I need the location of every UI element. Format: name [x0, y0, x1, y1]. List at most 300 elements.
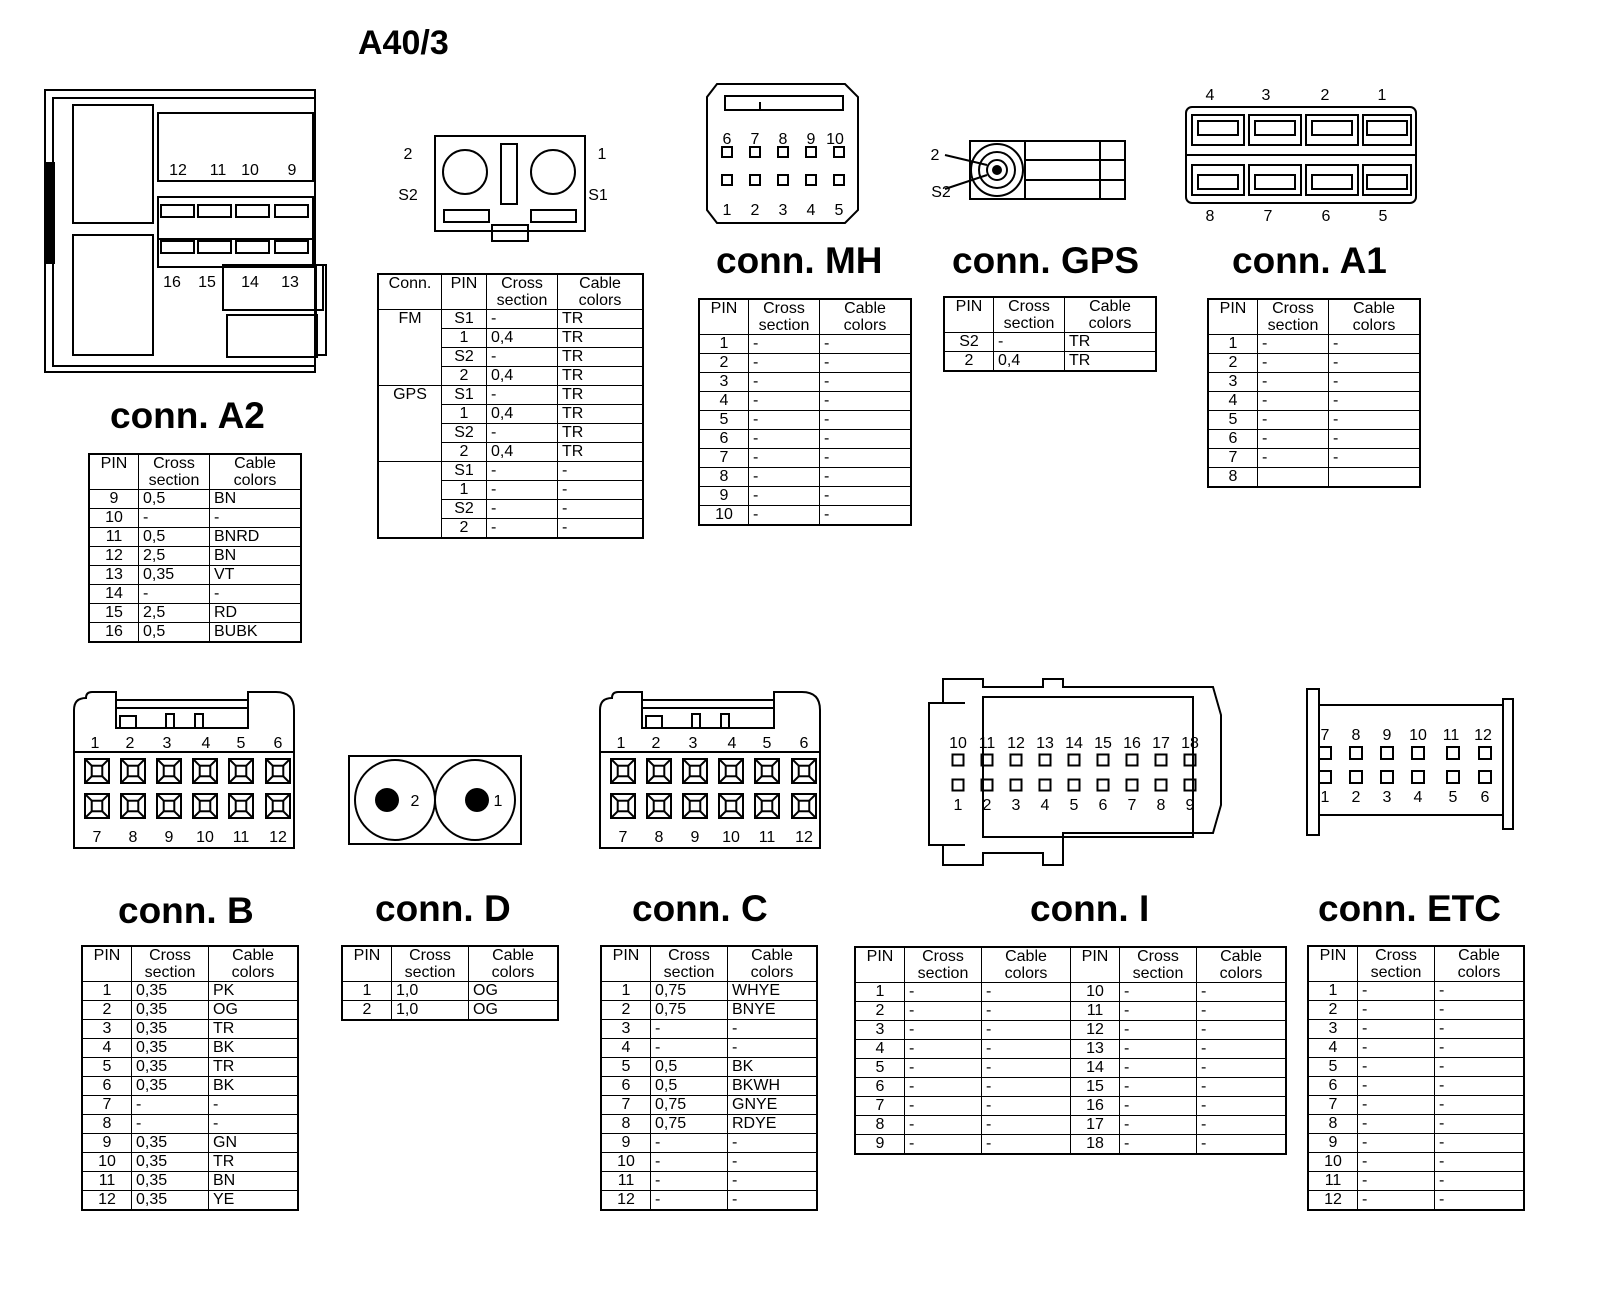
cross-section-cell: 2,5: [139, 604, 210, 623]
pin-socket: [778, 147, 788, 157]
cross-section-cell: 0,4: [487, 367, 558, 386]
connector-a2-diagram: [40, 85, 340, 385]
pin-socket: [1350, 747, 1362, 759]
cross-section-cell: -: [651, 1134, 728, 1153]
col-header-cross-section: Cross section: [1358, 946, 1435, 982]
cable-color-cell: -: [1329, 354, 1421, 373]
pin-cell: 11: [1308, 1172, 1358, 1191]
cross-section-cell: -: [651, 1191, 728, 1211]
col-header-pin: PIN: [699, 299, 749, 335]
pin-socket: [722, 175, 732, 185]
cable-color-cell: -: [1197, 1135, 1287, 1155]
table-row: [1208, 411, 1420, 430]
pin-number-label: 7: [1263, 208, 1273, 225]
cross-section-cell: -: [487, 481, 558, 500]
pin-cell: 6: [855, 1078, 905, 1097]
cable-color-cell: WHYE: [728, 982, 818, 1001]
pin-cell: 12: [1071, 1021, 1120, 1040]
cable-color-cell: YE: [209, 1191, 299, 1211]
cross-section-cell: -: [905, 1078, 982, 1097]
pin-cell: 6: [699, 430, 749, 449]
pin-number-label: 12: [269, 829, 287, 846]
pin-cell: 8: [82, 1115, 132, 1134]
table-row: [855, 1097, 1286, 1116]
pin-cell: 9: [82, 1134, 132, 1153]
table-row: [342, 982, 558, 1001]
cross-section-cell: -: [487, 310, 558, 329]
table-row: [944, 352, 1156, 372]
cable-color-cell: TR: [1065, 333, 1157, 352]
cable-color-cell: -: [1435, 1115, 1525, 1134]
pin-cell: 4: [82, 1039, 132, 1058]
cable-color-cell: -: [1197, 1078, 1287, 1097]
pin-number-label: 7: [1127, 797, 1137, 814]
cable-color-cell: OG: [469, 1001, 559, 1021]
pin-number-label: 1: [722, 202, 732, 219]
cable-color-cell: BN: [210, 547, 302, 566]
cross-section-cell: -: [651, 1039, 728, 1058]
pin-cell: 3: [699, 373, 749, 392]
conn-a1-title: conn. A1: [1232, 240, 1387, 281]
cross-section-cell: -: [487, 386, 558, 405]
table-row: [699, 392, 911, 411]
cross-section-cell: -: [651, 1153, 728, 1172]
cable-color-cell: -: [1435, 1039, 1525, 1058]
pin-number-label: 9: [806, 131, 816, 148]
pin-cell: 12: [82, 1191, 132, 1211]
cross-section-cell: -: [132, 1096, 209, 1115]
cross-section-cell: -: [1120, 1097, 1197, 1116]
pin-cell: 5: [1208, 411, 1258, 430]
cable-color-cell: -: [728, 1020, 818, 1039]
cable-color-cell: -: [1329, 373, 1421, 392]
cross-section-cell: -: [749, 430, 820, 449]
cable-color-cell: -: [728, 1153, 818, 1172]
cable-color-cell: RD: [210, 604, 302, 623]
table-row: [1308, 1096, 1524, 1115]
pin-cell: 3: [1308, 1020, 1358, 1039]
conn-i-title: conn. I: [1030, 888, 1150, 929]
table-row: [82, 1001, 298, 1020]
cable-color-cell: -: [1329, 449, 1421, 468]
conn-mh-table: [698, 298, 912, 526]
table-row: [1308, 1134, 1524, 1153]
pin-number-label: 10: [196, 829, 214, 846]
col-header-cable-colors: Cable colors: [1065, 297, 1157, 333]
cable-color-cell: -: [1435, 1172, 1525, 1191]
pin-socket: [778, 175, 788, 185]
table-row: [601, 1115, 817, 1134]
connector-b-diagram: [70, 688, 300, 853]
cable-color-cell: PK: [209, 982, 299, 1001]
cross-section-cell: -: [1258, 335, 1329, 354]
pin-number-label: 18: [1181, 735, 1199, 752]
cross-section-cell: -: [749, 392, 820, 411]
pin-socket: [1127, 780, 1138, 791]
table-row: [82, 1077, 298, 1096]
table-row: [1308, 1153, 1524, 1172]
col-header-pin: PIN: [82, 946, 132, 982]
pin-number-label: 1: [597, 146, 607, 163]
cable-color-cell: TR: [209, 1058, 299, 1077]
cross-section-cell: 0,4: [487, 405, 558, 424]
pin-number-label: 2: [651, 735, 661, 752]
cross-section-cell: -: [487, 519, 558, 539]
conn-c-table: [600, 945, 818, 1211]
cross-section-cell: -: [1358, 1039, 1435, 1058]
cable-color-cell: OG: [209, 1001, 299, 1020]
pin-number-label: 6: [273, 735, 283, 752]
connector-d-diagram: [345, 752, 525, 848]
col-header-cable-colors: Cable colors: [728, 946, 818, 982]
cross-section-cell: 0,35: [139, 566, 210, 585]
pin-socket: [1412, 771, 1424, 783]
pin-number-label: 8: [1205, 208, 1215, 225]
pin-cell: 7: [82, 1096, 132, 1115]
pin-socket: [1011, 780, 1022, 791]
col-header-pin: PIN: [1208, 299, 1258, 335]
pin-number-label: 4: [1413, 789, 1423, 806]
table-row: [82, 1191, 298, 1211]
table-row: [89, 585, 301, 604]
table-row: [1308, 1020, 1524, 1039]
table-row: [699, 373, 911, 392]
cross-section-cell: 0,4: [487, 443, 558, 462]
cross-section-cell: 0,75: [651, 1001, 728, 1020]
cable-color-cell: -: [1435, 1153, 1525, 1172]
pin-cell: 10: [82, 1153, 132, 1172]
cable-color-cell: BK: [728, 1058, 818, 1077]
conn-a2-table: [88, 453, 302, 643]
col-header-cable-colors: Cable colors: [558, 274, 644, 310]
table-row: [699, 430, 911, 449]
pin-cell: 1: [342, 982, 392, 1001]
pin-socket: [1447, 747, 1459, 759]
pin-socket: [953, 755, 964, 766]
cross-section-cell: 0,35: [132, 1001, 209, 1020]
table-row: [855, 1059, 1286, 1078]
cable-color-cell: TR: [558, 386, 644, 405]
table-row: [1208, 335, 1420, 354]
pin-socket: [834, 147, 844, 157]
pin-cell: 3: [601, 1020, 651, 1039]
table-row: [1308, 1172, 1524, 1191]
cable-color-cell: -: [982, 1135, 1071, 1155]
cross-section-cell: -: [1358, 1020, 1435, 1039]
table-row: [89, 528, 301, 547]
pin-number-label: 2: [403, 146, 413, 163]
pin-cell: 17: [1071, 1116, 1120, 1135]
pin-number-label: 10: [722, 829, 740, 846]
page-title: A40/3: [358, 24, 449, 62]
pin-cell: 12: [1308, 1191, 1358, 1211]
pin-number-label: 4: [201, 735, 211, 752]
col-header-cross-section: Cross section: [994, 297, 1065, 333]
cross-section-cell: -: [905, 1135, 982, 1155]
cable-color-cell: [1329, 468, 1421, 488]
pin-cell: 7: [699, 449, 749, 468]
col-header-cable-colors: Cable colors: [820, 299, 912, 335]
pin-number-label: 2: [125, 735, 135, 752]
pin-number-label: 1: [1320, 789, 1330, 806]
table-row: [342, 1001, 558, 1021]
table-row: [89, 509, 301, 528]
table-row: [1208, 373, 1420, 392]
cable-color-cell: -: [1197, 1021, 1287, 1040]
col-header-pin: PIN: [1071, 947, 1120, 983]
table-row: [378, 310, 643, 329]
pin-socket: [1069, 780, 1080, 791]
pin-socket: [1381, 771, 1393, 783]
cross-section-cell: -: [487, 500, 558, 519]
cross-section-cell: 0,5: [651, 1058, 728, 1077]
cross-section-cell: 2,5: [139, 547, 210, 566]
cable-color-cell: -: [820, 468, 912, 487]
pin-number-label: S2: [931, 184, 951, 201]
conn-d-table: [341, 945, 559, 1021]
pin-cell: 2: [342, 1001, 392, 1021]
cable-color-cell: -: [728, 1134, 818, 1153]
pin-number-label: 2: [1320, 87, 1330, 104]
pin-cell: 5: [855, 1059, 905, 1078]
pin-number-label: 3: [162, 735, 172, 752]
pin-number-label: 11: [1442, 727, 1460, 744]
table-row: [601, 1058, 817, 1077]
pin-cell: S2: [442, 500, 487, 519]
cross-section-cell: -: [651, 1020, 728, 1039]
col-header-cross-section: Cross section: [139, 454, 210, 490]
pin-number-label: 3: [778, 202, 788, 219]
conn-group-cell: FM: [378, 310, 442, 386]
pin-number-label: 4: [1040, 797, 1050, 814]
pin-socket: [1156, 780, 1167, 791]
pin-cell: 9: [1308, 1134, 1358, 1153]
pin-cell: 10: [601, 1153, 651, 1172]
cable-color-cell: BN: [210, 490, 302, 509]
pin-cell: 7: [855, 1097, 905, 1116]
pin-cell: 7: [1308, 1096, 1358, 1115]
pin-cell: 13: [89, 566, 139, 585]
pin-number-label: 6: [722, 131, 732, 148]
pin-socket: [1319, 747, 1331, 759]
pin-number-label: 5: [1448, 789, 1458, 806]
pin-socket: [1011, 755, 1022, 766]
pin-cell: 1: [699, 335, 749, 354]
table-row: [855, 1135, 1286, 1155]
cross-section-cell: -: [749, 373, 820, 392]
pin-number-label: 11: [209, 162, 227, 179]
pin-cell: 11: [82, 1172, 132, 1191]
cross-section-cell: -: [1358, 1153, 1435, 1172]
pin-socket: [834, 175, 844, 185]
cross-section-cell: 0,35: [132, 1172, 209, 1191]
pin-cell: 4: [1208, 392, 1258, 411]
pin-cell: 6: [82, 1077, 132, 1096]
col-header-cable-colors: Cable colors: [1435, 946, 1525, 982]
cable-color-cell: -: [820, 373, 912, 392]
cable-color-cell: -: [1435, 1134, 1525, 1153]
cross-section-cell: -: [749, 354, 820, 373]
cross-section-cell: -: [1358, 982, 1435, 1001]
cable-color-cell: VT: [210, 566, 302, 585]
cross-section-cell: -: [1358, 1096, 1435, 1115]
pin-cell: 10: [1071, 983, 1120, 1002]
pin-cell: 4: [855, 1040, 905, 1059]
table-row: [699, 506, 911, 526]
pin-number-label: 7: [618, 829, 628, 846]
table-row: [82, 982, 298, 1001]
cross-section-cell: -: [1258, 392, 1329, 411]
pin-cell: 3: [82, 1020, 132, 1039]
pin-number-label: 5: [236, 735, 246, 752]
pin-socket: [1098, 755, 1109, 766]
pin-number-label: 8: [654, 829, 664, 846]
pin-cell: 5: [699, 411, 749, 430]
pin-cell: 10: [1308, 1153, 1358, 1172]
table-row: [1208, 430, 1420, 449]
pin-number-label: 6: [799, 735, 809, 752]
cable-color-cell: -: [820, 487, 912, 506]
pin-socket: [806, 175, 816, 185]
pin-cell: 9: [601, 1134, 651, 1153]
table-row: [1308, 1058, 1524, 1077]
cable-color-cell: BNYE: [728, 1001, 818, 1020]
cross-section-cell: -: [1358, 1172, 1435, 1191]
table-row: [855, 1021, 1286, 1040]
cross-section-cell: 0,35: [132, 1134, 209, 1153]
cable-color-cell: GN: [209, 1134, 299, 1153]
cable-color-cell: OG: [469, 982, 559, 1001]
pin-number-label: 2: [750, 202, 760, 219]
table-row: [1208, 354, 1420, 373]
pin-number-label: 3: [1382, 789, 1392, 806]
table-row: [82, 1020, 298, 1039]
pin-number-label: 8: [778, 131, 788, 148]
col-header-pin: PIN: [944, 297, 994, 333]
col-header-pin: PIN: [1308, 946, 1358, 982]
cross-section-cell: -: [905, 1116, 982, 1135]
pin-cell: 9: [855, 1135, 905, 1155]
cable-color-cell: RDYE: [728, 1115, 818, 1134]
cable-color-cell: -: [982, 1040, 1071, 1059]
table-row: [1308, 1191, 1524, 1211]
cross-section-cell: -: [749, 449, 820, 468]
pin-number-label: 10: [1409, 727, 1427, 744]
pin-cell: 3: [855, 1021, 905, 1040]
pin-number-label: 13: [281, 274, 299, 291]
pin-cell: 2: [601, 1001, 651, 1020]
conn-i-table: [854, 946, 1287, 1155]
cable-color-cell: -: [982, 1021, 1071, 1040]
pin-number-label: S2: [398, 187, 418, 204]
pin-cell: 1: [1308, 982, 1358, 1001]
table-row: [601, 1020, 817, 1039]
cross-section-cell: -: [1358, 1191, 1435, 1211]
cable-color-cell: BKWH: [728, 1077, 818, 1096]
cable-color-cell: -: [728, 1191, 818, 1211]
pin-number-label: 12: [169, 162, 187, 179]
pin-cell: 16: [1071, 1097, 1120, 1116]
pin-number-label: 15: [198, 274, 216, 291]
cross-section-cell: -: [1120, 1135, 1197, 1155]
pin-cell: 15: [1071, 1078, 1120, 1097]
pin-number-label: 8: [128, 829, 138, 846]
conn-d-title: conn. D: [375, 888, 511, 929]
cross-section-cell: -: [905, 1097, 982, 1116]
cross-section-cell: -: [1120, 1021, 1197, 1040]
cross-section-cell: -: [487, 462, 558, 481]
pin-socket: [750, 175, 760, 185]
cable-color-cell: -: [1435, 982, 1525, 1001]
pin-socket: [1350, 771, 1362, 783]
pin-number-label: 1: [493, 793, 503, 810]
pin-cell: 5: [601, 1058, 651, 1077]
cable-color-cell: -: [820, 354, 912, 373]
cross-section-cell: 0,75: [651, 982, 728, 1001]
pin-number-label: 8: [1156, 797, 1166, 814]
cable-color-cell: -: [558, 500, 644, 519]
col-header-cross-section: Cross section: [1258, 299, 1329, 335]
pin-cell: 1: [1208, 335, 1258, 354]
pin-socket: [1098, 780, 1109, 791]
cross-section-cell: -: [1120, 983, 1197, 1002]
pin-number-label: 3: [1011, 797, 1021, 814]
pin-number-label: 9: [287, 162, 297, 179]
table-row: [855, 983, 1286, 1002]
cross-section-cell: -: [1258, 373, 1329, 392]
cross-section-cell: -: [132, 1115, 209, 1134]
cable-color-cell: -: [1435, 1077, 1525, 1096]
pin-cell: 2: [699, 354, 749, 373]
pin-number-label: 2: [930, 147, 940, 164]
pin-number-label: 6: [1321, 208, 1331, 225]
table-row: [89, 566, 301, 585]
cable-color-cell: -: [820, 506, 912, 526]
cross-section-cell: -: [139, 509, 210, 528]
pin-number-label: 14: [1065, 735, 1083, 752]
conn-etc-title: conn. ETC: [1318, 888, 1501, 929]
table-row: [89, 623, 301, 643]
cable-color-cell: TR: [209, 1020, 299, 1039]
pin-number-label: 4: [806, 202, 816, 219]
pin-cell: 11: [601, 1172, 651, 1191]
pin-socket: [1069, 755, 1080, 766]
col-header-cross-section: Cross section: [905, 947, 982, 983]
pin-cell: 8: [1208, 468, 1258, 488]
cable-color-cell: BN: [209, 1172, 299, 1191]
table-row: [82, 1039, 298, 1058]
table-row: [855, 1002, 1286, 1021]
cross-section-cell: -: [1258, 449, 1329, 468]
cross-section-cell: -: [749, 468, 820, 487]
pin-cell: S2: [442, 348, 487, 367]
cross-section-cell: -: [994, 333, 1065, 352]
cable-color-cell: -: [1435, 1096, 1525, 1115]
cable-color-cell: -: [982, 1078, 1071, 1097]
pin-cell: 8: [601, 1115, 651, 1134]
cable-color-cell: -: [558, 462, 644, 481]
pin-cell: 16: [89, 623, 139, 643]
table-row: [1308, 982, 1524, 1001]
col-header-cross-section: Cross section: [1120, 947, 1197, 983]
pin-number-label: 14: [241, 274, 259, 291]
pin-number-label: 1: [1377, 87, 1387, 104]
pin-socket: [1447, 771, 1459, 783]
cross-section-cell: -: [749, 335, 820, 354]
pin-number-label: 11: [978, 735, 996, 752]
cable-color-cell: -: [1197, 1097, 1287, 1116]
connector-gps-diagram: [925, 135, 1130, 205]
